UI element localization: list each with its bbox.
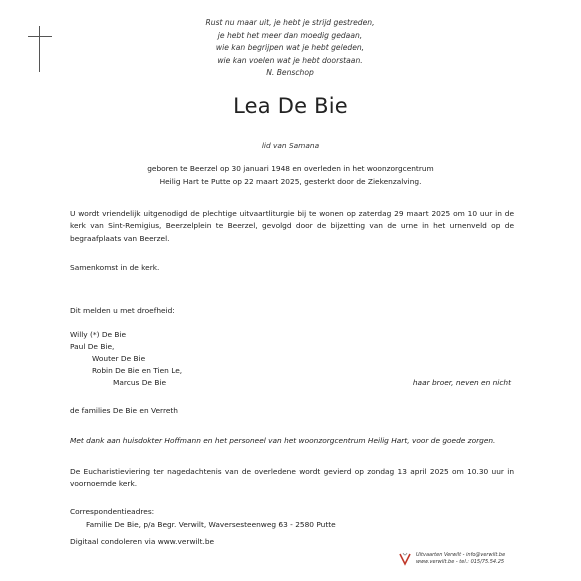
- birth-line: geboren te Beerzel op 30 januari 1948 en overleden in het woonzorgcentrum: [147, 164, 434, 173]
- poem-line: wie kan begrijpen wat je hebt geleden,: [215, 43, 365, 53]
- correspondence-address: Familie De Bie, p/a Begr. Verwilt, Waversesteenweg 63 - 2580 Putte: [86, 520, 336, 529]
- deceased-name: Lea De Bie: [233, 94, 348, 118]
- cross-vertical: [39, 26, 40, 72]
- condolence-text: Digitaal condoleren via www.verwilt.be: [70, 537, 215, 546]
- footer-line-2: www.verwilt.be - tel.: 015/75.54.25: [416, 559, 505, 565]
- announcement-text: Dit melden u met droefheid:: [70, 306, 175, 315]
- cross-horizontal: [28, 36, 52, 37]
- family-member: Wouter De Bie: [92, 354, 146, 363]
- families-text: de families De Bie en Verreth: [70, 406, 178, 415]
- correspondence-label: Correspondentieadres:: [70, 507, 155, 516]
- verwilt-logo-icon: [397, 551, 413, 567]
- birth-death-info: [90, 163, 491, 188]
- footer-line-1: Uitvaarten Verwilt - info@verwilt.be: [416, 552, 506, 558]
- eucharist-paragraph: De Eucharistieviering ter nagedachtenis van de overledene wordt gevierd op zondag 13 april 2025 om 10.30 uur in voornoemde kerk.: [70, 467, 514, 489]
- family-relation: haar broer, neven en nicht: [412, 378, 511, 387]
- footer-text: [416, 552, 505, 566]
- membership: lid van Samana: [261, 141, 320, 150]
- poem: [150, 17, 430, 80]
- poem-author: N. Benschop: [266, 68, 314, 78]
- family-member: Willy (*) De Bie: [70, 330, 127, 339]
- poem-line: je hebt het meer dan moedig gedaan,: [217, 30, 363, 40]
- gathering-text: Samenkomst in de kerk.: [70, 263, 160, 272]
- thanks-text: Met dank aan huisdokter Hoffmann en het personeel van het woonzorgcentrum Heilig Hart, voor de goede zorgen.: [70, 436, 496, 445]
- family-member: Paul De Bie,: [70, 342, 115, 351]
- poem-line: Rust nu maar uit, je hebt je strijd gestreden,: [205, 18, 375, 27]
- family-member: Marcus De Bie: [113, 378, 166, 387]
- invitation-paragraph: U wordt vriendelijk uitgenodigd de plechtige uitvaartliturgie bij te wonen op zaterdag 29 maart 2025 om 10 uur in de kerk van Sint-Remigius, Beerzelplein te Beerzel, gevolgd door de bijzetting van de urne in het urnenveld op de begraafplaats van Beerzel.: [70, 209, 514, 243]
- death-line: Heilig Hart te Putte op 22 maart 2025, gesterkt door de Ziekenzalving.: [159, 176, 422, 186]
- poem-line: wie kan voelen wat je hebt doorstaan.: [217, 55, 363, 65]
- family-member: Robin De Bie en Tien Le,: [92, 366, 183, 375]
